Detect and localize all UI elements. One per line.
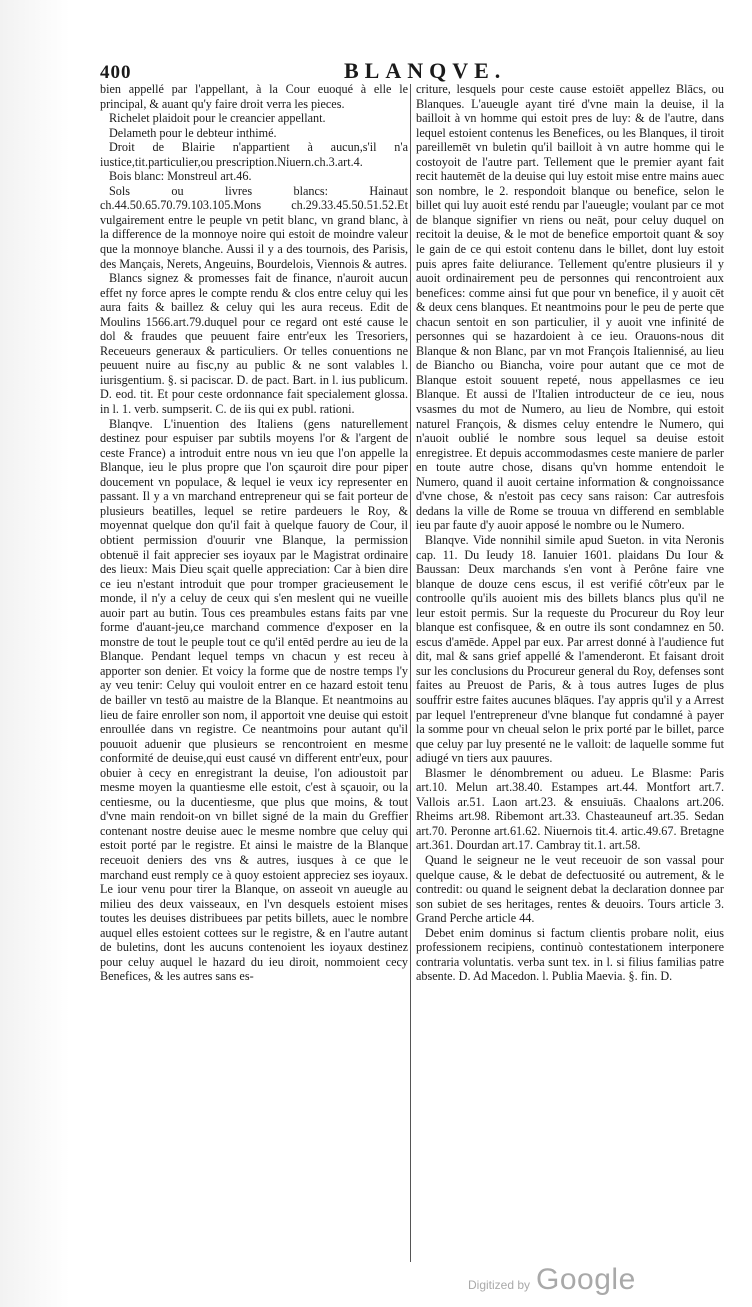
watermark-prefix: Digitized by (468, 1278, 531, 1292)
paragraph: Droit de Blairie n'appartient à aucun,s'il n'a iustice,tit.particulier,ou prescription.Niuern.ch.3.art.4. (100, 140, 408, 169)
paragraph: Debet enim dominus si factum clientis probare nolit, eius professionem recipiens, continuò contestationem interponere contraria voluntatis. verba sunt tex. in l. si filius familias patre absente. D. Ad Macedon. l. Publia Maevia. §. fin. D. (416, 925, 724, 984)
paragraph: Blanqve. L'inuention des Italiens (gens naturellement destinez pour espuiser par subtils moyens l'or & l'argent de ceste France) a introduit entre nous vn ieu que l'on appelle la Blanque, ieu le plus propre que l'on sçauroit dire pour piper doucement vn populace, & lequel ie veux icy representer en passant. Il y a vn marchand entrepreneur qui se fait porteur de plusieurs beatilles, lequel se retire pardeuers le Roy, & moyennat quelque don qu'il fait à quelque fauory de Cour, il obtient permission d'ouurir vne Blanque, la permission obtenuë il fait apprecier ses ioyaux par le Magistrat ordinaire des lieux: Mais Dieu sçait quelle appreciation: Car à bien dire ce ieu n'estant introduit que pour tromper gracieusement le monde, il n'y a celuy de ceux qui s'en meslent qui ne vueille auoir part au butin. Tous ces preambules estans faits par vne forme d'auant-jeu,ce marchand commence d'exposer en la monstre de tout le peuple tout ce qu'il entēd perdre au ieu de la Blanque. Pendant lequel temps vn chacun y est receu à apporter son denier. Et voicy la forme que de nostre temps l'y ay veu tenir: Celuy qui vouloit entrer en ce hazard estoit tenu de bailler vn testō au maistre de la Blanque. Et neantmoins au lieu de faire enroller son nom, il apportoit vne deuise qui estoit enroullée dans vn registre. Ce neantmoins pour autant qu'il pouuoit aduenir que plusieurs se rencontroient en mesme conformité de deuise,qui eust causé vn different entr'eux, pour obuier à cecy en enregistrant la deuise, l'on adioustoit par mesme moyen la quantiesme elle estoit, c'est à sçauoir, ou la centiesme, ou la ducentiesme, que plus que moins, & tout d'vne main rendoit-on vn billet signé de la main du Greffier contenant nostre deuise auec le mesme nombre que celuy qui estoit porté par le registre. Et ainsi le maistre de la Blanque receuoit deniers des vns & autres, iusques à ce que le marchand eust remply ce à quoy estoient appreciez ses ioyaux. Le iour venu pour tirer la Blanque, on asseoit vn aueugle au milieu des deux vaisseaux, en l'vn desquels estoient mises toutes les deuises distribuees par petits billets, auec le nombre auquel elles estoient cottees sur le registre, & en l'autre autant de buletins, dont les aucuns contenoient les ioyaux destinez pour celuy auquel le hazard du ieu diroit, nommoient cecy Benefices, & les autres sans es- (100, 416, 408, 984)
column-divider (410, 84, 411, 1262)
scan-page-shadow (0, 0, 70, 1307)
paragraph: Blancs signez & promesses fait de finance, n'auroit aucun effet ny force apres le compte rendu & clos entre celuy qui les aura faits & baillez & celuy qui les aura receus. Edit de Moulins 1566.art.79.duquel pour ce regard ont esté cause le dol & fraudes que peuuent faire entr'eux les Tresoriers, Receueurs generaux & particuliers. Or telles conuentions ne peuuent nuire au fisc,ny au public & ne sont valables l. iurisgentium. §. si paciscar. D. de pact. Bart. in l. ius publicum. D. eod. tit. Et pour ceste ordonnance fait specialement glossa. in l. 1. verb. sumpserit. C. de iis qui ex publ. rationi. (100, 271, 408, 417)
left-column (100, 82, 408, 984)
paragraph: Quand le seigneur ne le veut receuoir de son vassal pour quelque cause, & le debat de defectuosité ou autrement, & le contredit: ou quand le seignent debat la declaration donnee par son subiet de ses heritages, rentes & deuoirs. Tours article 3. Grand Perche article 44. (416, 852, 724, 926)
page-number: 400 (100, 62, 132, 83)
paragraph: bien appellé par l'appellant, à la Cour euoqué à elle le principal, & auant qu'y faire droit verra les pieces. (100, 82, 408, 111)
paragraph: Blanqve. Vide nonnihil simile apud Sueton. in vita Neronis cap. 11. Du Ieudy 18. Ianuier 1601. plaidans Du Iour & Baussan: Deux marchands s'en vont à Perône faire vne blanque de douze cens escus, il est verifié côtr'eux par le controolle qu'ils auoient mis des billets blancs plus qu'il ne leur estoit permis. Sur la requeste du Procureur du Roy leur blanque est confisquee, & en outre ils sont condamnez en 50. escus d'amēde. Appel par eux. Par arrest donné à l'audience fut dit, mal & sans grief appellé & l'amenderont. Et faisant droit sur les conclusions du Procureur general du Roy, defenses sont faites au Preuost de Paris, & à tous autres Iuges de plus souffrir estre faites aucunes blāques. I'ay appris qu'il y a Arrest par lequel l'entrepreneur d'vne blanque fut condamné à payer la somme pour vn cheual selon le prix porté par le billet, parce que celuy par luy presenté ne le valloit: de laquelle somme fut adiugé vn tiers aux pauures. (416, 532, 724, 766)
digitized-by-google-watermark (468, 1263, 636, 1297)
paragraph: Blasmer le dénombrement ou adueu. Le Blasme: Paris art.10. Melun art.38.40. Estampes art.44. Montfort art.7. Vallois ar.51. Laon art.23. & ensuiuās. Chaalons art.206. Rheims art.98. Ribemont art.33. Chasteauneuf art.35. Sedan art.70. Peronne art.61.62. Niuernois tit.4. artic.49.67. Bretagne art.361. Dourdan art.17. Cambray tit.1. art.58. (416, 765, 724, 853)
paragraph: Bois blanc: Monstreul art.46. (109, 169, 252, 184)
running-head: BLANQVE. (344, 58, 507, 83)
paragraph: criture, lesquels pour ceste cause estoiēt appellez Blācs, ou Blanques. L'aueugle ayant tiré d'vne main la deuise, il la bailloit à vn homme qui estoit pres de luy: & de l'autre, dans lequel estoient contenus les Benefices, ou les Blanques, il tiroit pareillemēt vn buletin qu'il bailloit à vn autre homme qui le costoyoit de l'autre part. Tellement que le premier ayant fait recit hautemēt de la deuise qui luy estoit mise entre mains auec son nombre, le 2. respondoit blanque ou benefice, selon le billet qui luy auoit esté rendu par l'aueugle; voulant par ce mot de blanque signifier vn riens ou neāt, pour celuy duquel on recitoit la deuise, & le mot de benefice emportoit quant & soy le gain de ce qui estoit contenu dans le billet, dont luy estoit puis apres faite deliurance. Tellement qu'entre plusieurs il y auoit ordinairement peu de personnes qui rencontroient aux benefices: comme ainsi fut que pour vn benefice, il y auoit cēt & deux cens blanques. Et neantmoins pour le peu de perte que chacun sentoit en son particulier, il y auoit vne infinité de personnes qui se hazardoient à ce ieu. Orauons-nous dit Blanque & non Blanc, par vn mot François Italiennisé, au lieu de Biancho ou Biancha, voire pour autant que ce mot de Blanque estoit souuent repeté, nous appellasmes ce ieu Blanque. Et aussi de l'Italien introducteur de ce ieu, nous vsasmes du mot de Numero, au lieu de Nombre, qui estoit naturel François, & dismes celuy entendre le Numero, qui n'auoit oublié le nombre sous lequel sa deuise estoit enregistree. Et depuis accommodasmes ceste maniere de parler en toute autre chose, disans qu'vn homme entendoit le Numero, quand il auoit certaine information & congnoissance d'vne chose, & n'estoit pas cecy sans raison: Car autresfois dedans la ville de Rome se trouua vn differend en semblable ieu par faute d'y auoir apposé le nombre ou le Numero. (416, 82, 724, 533)
paragraph: Richelet plaidoit pour le creancier appellant. (109, 111, 326, 126)
right-column (416, 82, 724, 984)
paragraph: Sols ou livres blancs: Hainaut ch.44.50.65.70.79.103.105.Mons ch.29.33.45.50.51.52.Et vulgairement entre le peuple vn petit blanc, vn grand blanc, à la difference de la monnoye noire qui estoit de moindre valeur que la monnoye blanche. Aussi il y a des tournois, des Parisis, des Mançais, Nerets, Angeuins, Bourdelois, Viennois & autres. (100, 183, 408, 271)
google-logo: Google (536, 1263, 636, 1296)
paragraph: Delameth pour le debteur inthimé. (109, 125, 277, 140)
